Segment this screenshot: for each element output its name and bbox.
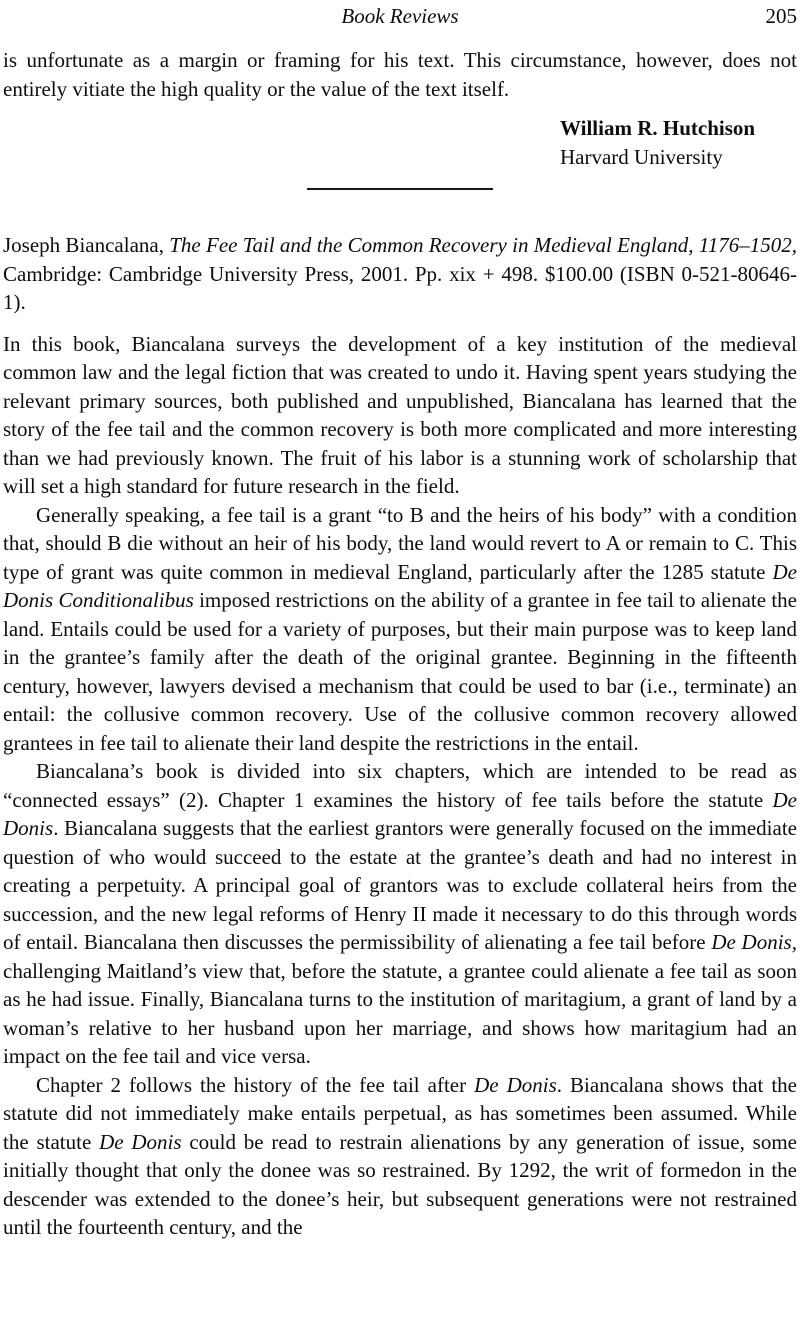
text-segment: De Donis <box>99 1129 182 1154</box>
text-segment: In this book, Biancalana surveys the development of a key institution of the medieval common law and the legal fiction that was created to undo it. Having spent years studying the relevant primary sources, both published and unpublished, Biancalana has learned that the story of the fee tail and the common recovery is both more complicated and more interesting than we had previously known. The fruit of his labor is a stunning work of scholarship that will set a high standard for future research in the field. <box>3 331 797 498</box>
review-paragraph <box>3 1071 797 1242</box>
text-segment: challenging Maitland’s view that, before the statute, a grantee could alienate a fee tail as soon as he had issue. Finally, Biancalana turns to the institution of maritagium, a grant of land by a woman’s relative to her husband upon her marriage, and shows how maritagium had an impact on the fee tail and vice versa. <box>3 958 797 1068</box>
review-paragraph <box>3 330 797 501</box>
text-segment: De Donis, <box>711 930 797 954</box>
section-divider <box>307 188 493 190</box>
text-segment: could be read to restrain alienations by any generation of issue, some initially thought that only the donee was so restrained. By 1292, the writ of formedon in the descender was extended to the donee’s heir, but subsequent generations were not restrained until the fourteenth century, and the <box>3 1129 798 1239</box>
text-segment: Cambridge: Cambridge University Press, 2001. Pp. xix + 498. $100.00 (ISBN 0-521-80646-1). <box>3 261 797 314</box>
text-segment: Biancalana’s book is divided into six chapters, which are intended to be read as “connected essays” (2). Chapter 1 examines the history of fee tails before the statute <box>3 759 797 812</box>
text-segment: . Biancalana shows that the statute did not immediately make entails perpetual, as has sometimes been assumed. While the statute <box>3 1072 797 1154</box>
review-body <box>3 330 797 1242</box>
carryover-paragraph <box>3 46 797 103</box>
text-segment: . Biancalana suggests that the earliest grantors were generally focused on the immediate question of who would succeed to the estate at the grantee’s death and had no interest in creating a perpetuity. A principal goal of grantors was to exclude collateral heirs from the succession, and the new legal reforms of Henry II made it necessary to do this through words of entail. Biancalana then discusses the permissibility of alienating a fee tail before <box>3 816 797 954</box>
text-segment: is unfortunate as a margin or framing for his text. This circumstance, however, does not entirely vitiate the high quality or the value of the text itself. <box>3 48 797 101</box>
running-head-title: Book Reviews <box>341 4 459 28</box>
review-paragraph <box>3 757 797 1071</box>
running-header <box>3 2 797 31</box>
text-segment: Generally speaking, a fee tail is a grant “to B and the heirs of his body” with a condition that, should B die without an heir of his body, the land would revert to A or remain to C. This type of grant was quite common in medieval England, particularly after the 1285 statute <box>3 502 797 584</box>
review-paragraph <box>3 501 797 758</box>
book-citation <box>3 231 797 317</box>
text-segment: The Fee Tail and the Common Recovery in Medieval England, 1176–1502, <box>169 233 797 257</box>
text-segment: De Donis <box>3 787 797 840</box>
page-number: 205 <box>765 4 797 28</box>
text-segment: De Donis Conditionalibus <box>3 559 797 612</box>
text-segment: De Donis <box>474 1072 557 1097</box>
text-segment: Joseph Biancalana, <box>3 233 170 257</box>
reviewer-affiliation: Harvard University <box>560 144 723 169</box>
text-segment: Chapter 2 follows the history of the fee tail after <box>36 1072 475 1097</box>
text-segment: imposed restrictions on the ability of a grantee in fee tail to alienate the land. Entails could be used for a variety of purposes, but their main purpose was to keep land in the grantee’s family after the death of the original grantee. Beginning in the fifteenth century, however, lawyers devised a mechanism that could be used to bar (i.e., terminate) an entail: the collusive common recovery. Use of the collusive common recovery allowed grantees in fee tail to alienate their land despite the restrictions in the entail. <box>3 588 797 755</box>
reviewer-signature <box>3 114 797 171</box>
reviewer-name: William R. Hutchison <box>560 116 756 140</box>
